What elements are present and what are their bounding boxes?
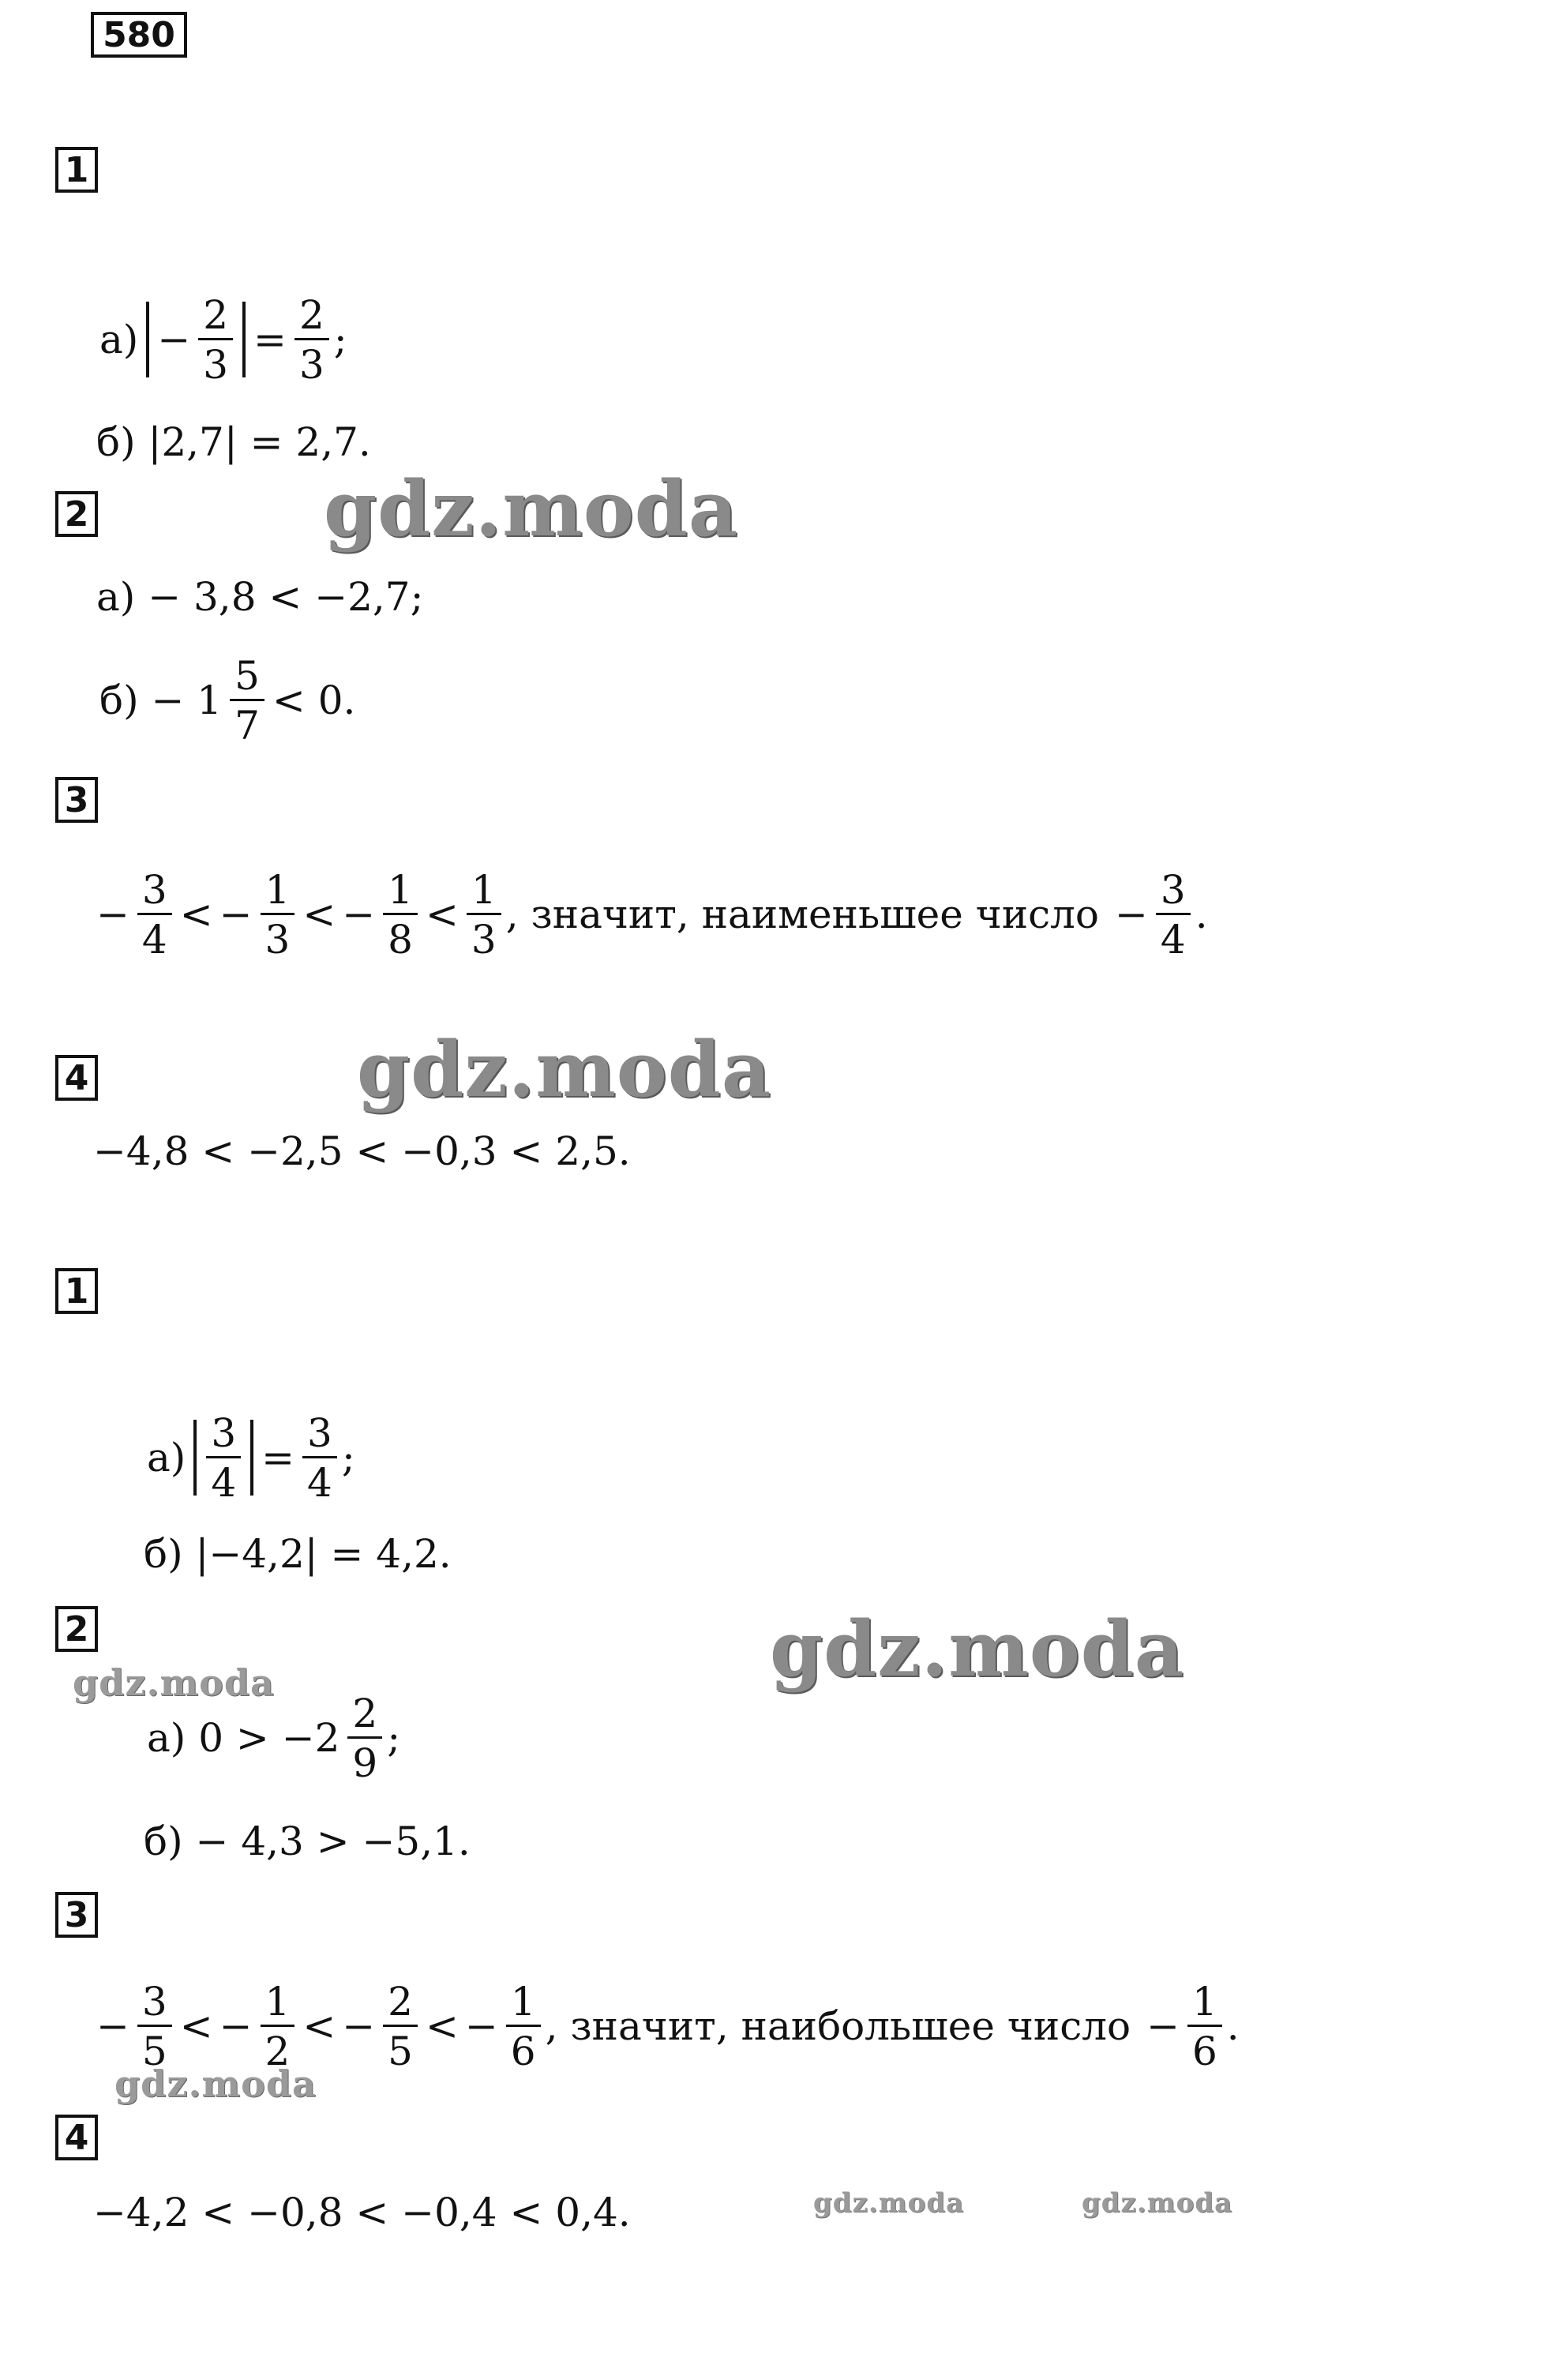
answer-text: −4,8 < −2,5 < −0,3 < 2,5. [93,1128,631,1174]
minus-sign: − [464,2003,498,2049]
watermark: gdz.moda [324,464,739,554]
semicolon: ; [333,317,347,362]
fraction [383,1978,418,2074]
denominator: 5 [383,2025,418,2071]
abs-bar-left [193,1420,197,1496]
minus-sign: − [342,2003,376,2049]
task-number-2: 2 [55,491,98,537]
denominator: 3 [198,338,233,385]
denominator: 3 [467,913,501,959]
numerator: 1 [388,866,413,913]
abs-bar-left [146,302,149,377]
fraction [1187,1978,1222,2074]
denominator: 8 [383,913,418,959]
less-than: < [425,891,459,937]
numerator: 5 [234,652,260,699]
period: . [1226,2003,1240,2049]
watermark: gdz.moda [114,2062,317,2105]
answer-prefix: а) 0 > −2 [147,1715,340,1761]
semicolon: ; [341,1435,355,1481]
numerator: 1 [510,1978,536,2025]
denominator: 6 [506,2025,541,2071]
conclusion-text: , значит, наименьшее число [505,891,1100,937]
denominator: 4 [137,913,172,959]
task-number-1: 1 [55,1268,98,1314]
denominator: 4 [206,1456,241,1503]
numerator: 1 [1191,1978,1217,2025]
minus-sign: − [1146,2003,1180,2049]
task-number-3: 3 [55,1892,98,1938]
equals-sign: = [261,1435,295,1481]
numerator: 2 [203,291,229,338]
denominator: 5 [137,2025,172,2071]
watermark: gdz.moda [770,1604,1185,1694]
label-a: а) [147,1435,186,1481]
denominator: 2 [261,2025,295,2071]
answer-text: а) − 3,8 < −2,7; [96,574,424,620]
minus-sign: − [96,891,129,937]
semicolon: ; [387,1715,401,1761]
less-than: < [179,2003,213,2049]
answer-prefix: б) − 1 [99,677,223,723]
minus-sign: − [1115,891,1148,937]
answer-text: б) |2,7| = 2,7. [96,419,371,465]
less-than: < [302,891,336,937]
fraction [302,1409,337,1506]
denominator: 4 [1156,913,1191,959]
less-than: < [425,2003,459,2049]
answer-suffix: < 0. [272,677,356,723]
numerator: 1 [264,866,291,913]
task-number-1: 1 [55,147,98,193]
abs-bar-right [250,1420,253,1496]
numerator: 2 [388,1978,413,2025]
task1-answer-a [144,1402,355,1513]
fraction [206,1409,241,1506]
numerator: 2 [298,291,324,338]
watermark: gdz.moda [357,1025,772,1114]
numerator: 3 [141,1978,167,2025]
minus-sign: − [342,891,376,937]
label-a: а) [99,317,139,362]
fraction [198,291,233,388]
task-number-2: 2 [55,1606,98,1652]
numerator: 2 [352,1690,378,1736]
task1-answer-a [96,284,347,395]
fraction [261,1978,295,2074]
numerator: 1 [264,1978,291,2025]
minus-sign: − [219,2003,253,2049]
fraction [467,866,501,963]
numerator: 3 [307,1409,332,1456]
denominator: 4 [302,1456,337,1503]
denominator: 6 [1187,2025,1222,2071]
conclusion-text: , значит, наибольшее число [545,2003,1131,2049]
numerator: 3 [1160,866,1186,913]
fraction [137,866,172,963]
fraction [230,652,264,749]
task3-answer [93,859,1208,970]
task2-answer-a [96,572,423,622]
answer-text: −4,2 < −0,8 < −0,4 < 0,4. [93,2190,631,2235]
watermark: gdz.moda [813,2187,965,2219]
task4-answer [93,2187,631,2238]
abs-bar-right [242,302,246,377]
fraction [383,866,418,963]
answer-text: б) − 4,3 > −5,1. [144,1818,471,1864]
denominator: 3 [294,338,329,385]
fraction [294,291,329,388]
task-number-3: 3 [55,777,98,823]
period: . [1195,891,1208,937]
fraction [347,1690,382,1786]
less-than: < [302,2003,336,2049]
task2-answer-b [144,1816,471,1867]
numerator: 3 [211,1409,237,1456]
task1-answer-b [144,1529,452,1579]
fraction [506,1978,541,2074]
task-number-4: 4 [55,1055,98,1101]
less-than: < [179,891,213,937]
problem-number: 580 [91,12,187,58]
task-number-4: 4 [55,2115,98,2160]
minus-sign: − [219,891,253,937]
task2-answer-b [96,649,358,752]
task1-answer-b [96,417,371,467]
equals-sign: = [253,317,287,362]
denominator: 9 [347,1736,382,1783]
fraction [1156,866,1191,963]
task4-answer [93,1126,631,1177]
watermark: gdz.moda [1082,2187,1233,2219]
fraction [261,866,295,963]
fraction [137,1978,172,2074]
denominator: 7 [230,699,264,745]
minus-sign: − [157,317,191,362]
denominator: 3 [261,913,295,959]
numerator: 3 [141,866,167,913]
numerator: 1 [471,866,497,913]
answer-text: б) |−4,2| = 4,2. [144,1531,452,1577]
watermark: gdz.moda [73,1661,275,1704]
minus-sign: − [96,2003,129,2049]
